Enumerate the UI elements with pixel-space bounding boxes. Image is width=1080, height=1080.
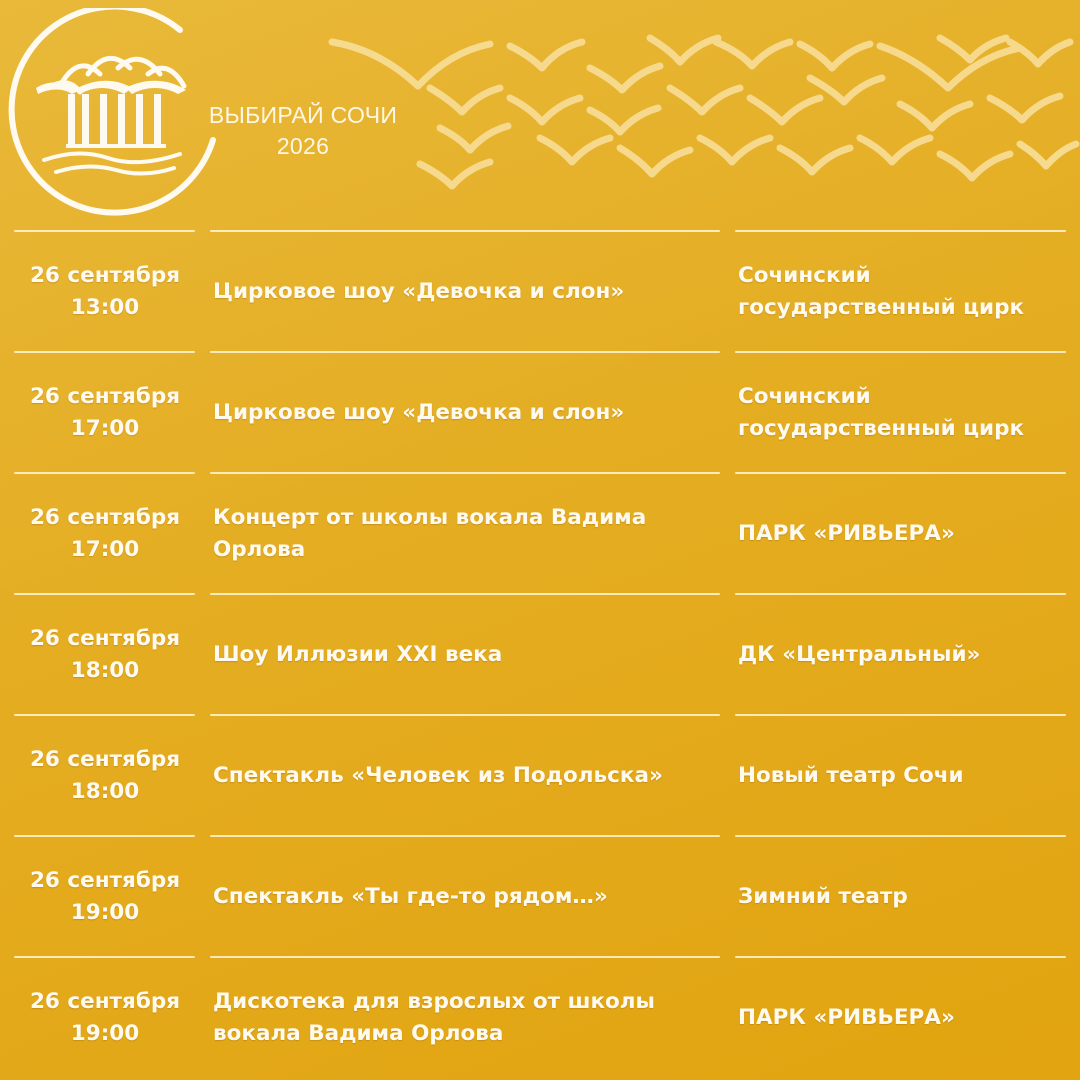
event-cell [213, 232, 718, 351]
venue-cell [738, 353, 1068, 472]
venue-name: ПАРК «РИВЬЕРА» [738, 520, 955, 546]
venue-cell [738, 958, 1068, 1077]
schedule-row [0, 835, 1080, 956]
date-cell [14, 232, 196, 351]
time-text: 19:00 [70, 1020, 140, 1046]
event-cell [213, 837, 718, 956]
schedule-row [0, 956, 1080, 1077]
schedule-row [0, 472, 1080, 593]
date-cell [14, 716, 196, 835]
time-text: 17:00 [70, 536, 140, 562]
event-title: Цирковое шоу «Девочка и слон» [213, 278, 625, 304]
time-text: 19:00 [70, 899, 140, 925]
date-cell [14, 595, 196, 714]
date-text: 26 сентября [29, 504, 181, 530]
date-text: 26 сентября [29, 625, 181, 651]
date-cell [14, 353, 196, 472]
venue-name: Зимний театр [738, 883, 908, 909]
date-text: 26 сентября [29, 746, 181, 772]
event-cell [213, 353, 718, 472]
time-text: 13:00 [70, 294, 140, 320]
venue-name: Новый театр Сочи [738, 762, 964, 788]
time-text: 18:00 [70, 778, 140, 804]
date-cell [14, 474, 196, 593]
schedule-row [0, 351, 1080, 472]
venue-name: ДК «Центральный» [738, 641, 981, 667]
date-cell [14, 958, 196, 1077]
event-title: Спектакль «Ты где-то рядом…» [213, 883, 608, 909]
event-title: Цирковое шоу «Девочка и слон» [213, 399, 625, 425]
event-cell [213, 716, 718, 835]
date-text: 26 сентября [29, 867, 181, 893]
date-text: 26 сентября [29, 262, 181, 288]
brand-line-2: 2026 [276, 133, 330, 159]
brand-line-1: ВЫБИРАЙ СОЧИ [208, 102, 398, 128]
event-title: Шоу Иллюзии XXI века [213, 641, 503, 667]
schedule-row [0, 593, 1080, 714]
event-cell [213, 474, 718, 593]
event-cell [213, 595, 718, 714]
venue-cell [738, 716, 1068, 835]
date-text: 26 сентября [29, 383, 181, 409]
date-text: 26 сентября [29, 988, 181, 1014]
time-text: 17:00 [70, 415, 140, 441]
venue-name: Сочинский государственный цирк [738, 383, 1025, 441]
event-title: Концерт от школы вокала Вадима Орлова [213, 504, 647, 562]
schedule-row [0, 714, 1080, 835]
event-title: Спектакль «Человек из Подольска» [213, 762, 663, 788]
time-text: 18:00 [70, 657, 140, 683]
venue-cell [738, 474, 1068, 593]
event-cell [213, 958, 718, 1077]
event-title: Дискотека для взрослых от школы вокала Вадима Орлова [213, 988, 655, 1046]
venue-cell [738, 595, 1068, 714]
venue-name: Сочинский государственный цирк [738, 262, 1025, 320]
date-cell [14, 837, 196, 956]
venue-cell [738, 837, 1068, 956]
venue-name: ПАРК «РИВЬЕРА» [738, 1004, 955, 1030]
schedule-row [0, 230, 1080, 351]
venue-cell [738, 232, 1068, 351]
